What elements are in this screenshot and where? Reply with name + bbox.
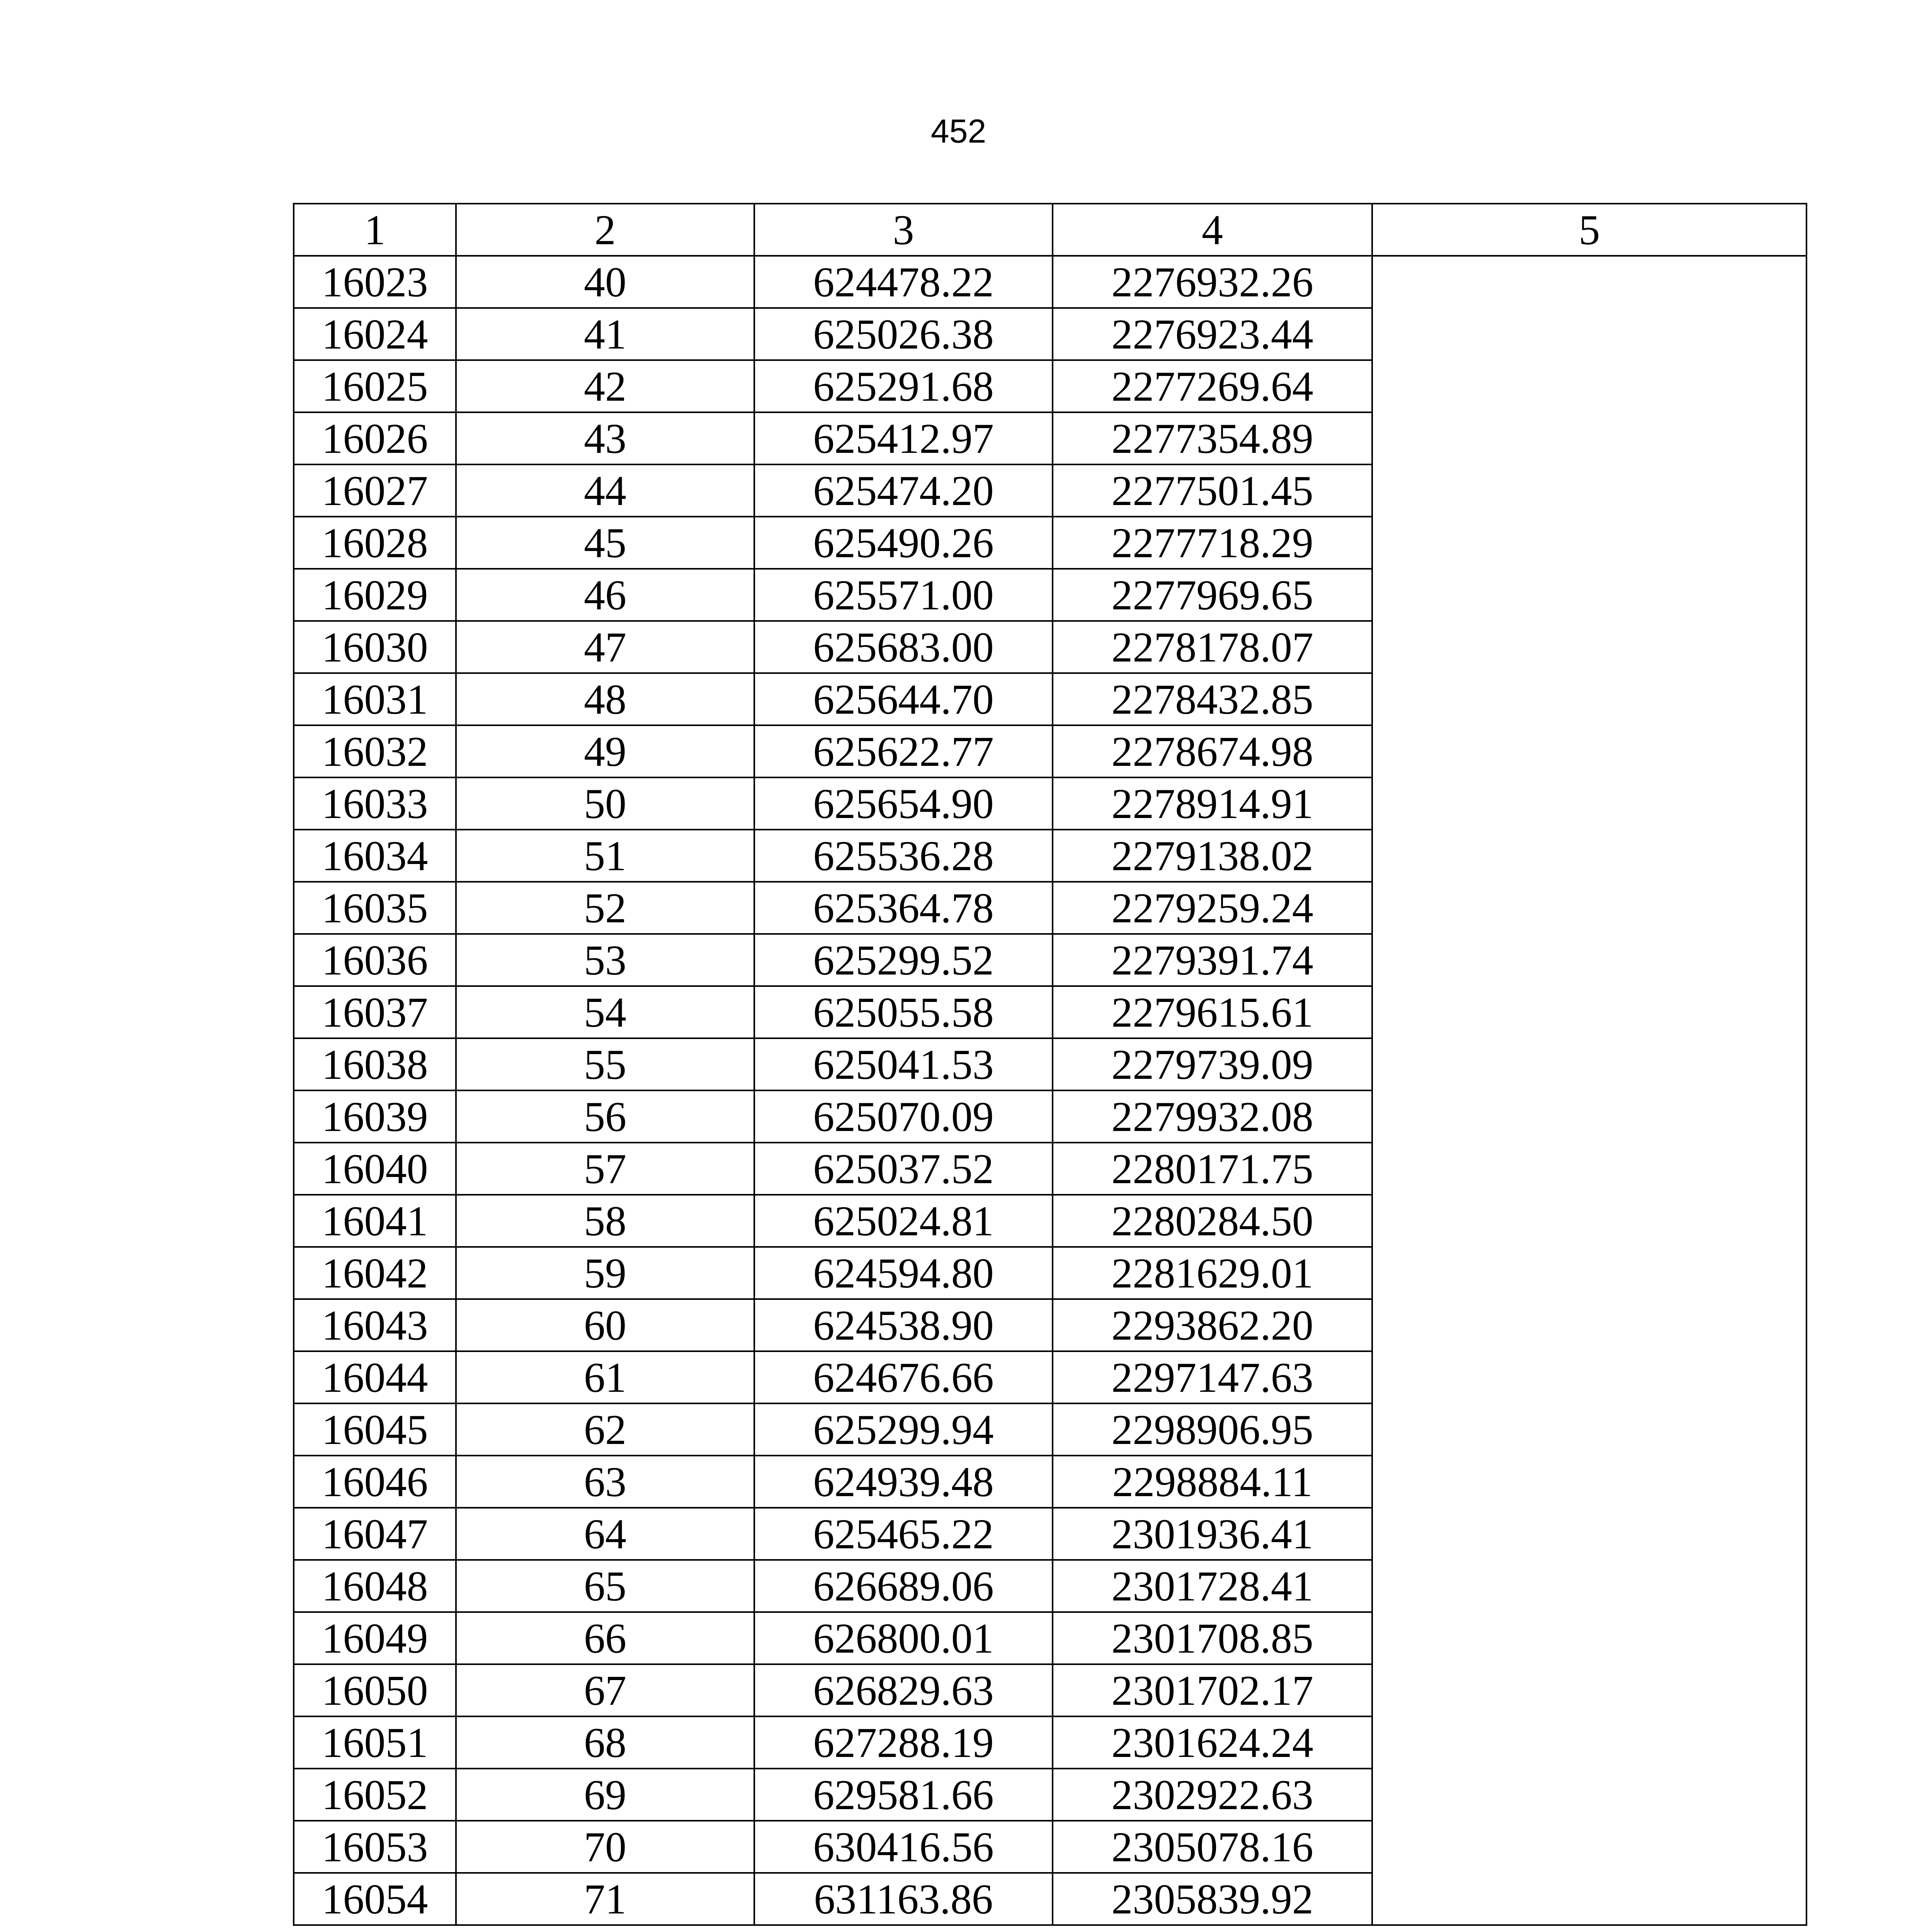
table-cell: 2298906.95 [1053,1403,1372,1456]
table-cell: 630416.56 [754,1821,1053,1873]
table-cell: 2276932.26 [1053,256,1372,308]
table-cell: 2279259.24 [1053,882,1372,934]
table-cell: 625622.77 [754,725,1053,777]
table-cell: 626689.06 [754,1560,1053,1612]
table-cell: 16027 [294,464,456,517]
table-cell: 46 [456,569,754,621]
table-cell: 16054 [294,1873,456,1925]
table-cell: 59 [456,1247,754,1299]
table-cell: 2305839.92 [1053,1873,1372,1925]
table-cell: 2302922.63 [1053,1769,1372,1821]
table-cell: 16026 [294,412,456,464]
column-number: 3 [754,204,1053,256]
table-cell: 16028 [294,517,456,569]
table-cell: 47 [456,621,754,673]
table-cell: 52 [456,882,754,934]
table-cell: 2277969.65 [1053,569,1372,621]
table-cell: 16032 [294,725,456,777]
table-cell: 2278178.07 [1053,621,1372,673]
table-cell: 2279391.74 [1053,934,1372,986]
table-cell: 624594.80 [754,1247,1053,1299]
table-cell: 53 [456,934,754,986]
table-cell: 51 [456,830,754,882]
note-cell-empty [1372,256,1806,1925]
table-cell: 16034 [294,830,456,882]
table-row [294,256,1806,308]
table-cell: 16052 [294,1769,456,1821]
table-cell: 16024 [294,308,456,360]
table-cell: 625299.94 [754,1403,1053,1456]
table-cell: 16040 [294,1143,456,1195]
table-cell: 625299.52 [754,934,1053,986]
table-cell: 66 [456,1612,754,1664]
table-cell: 16023 [294,256,456,308]
table-cell: 65 [456,1560,754,1612]
table-cell: 624478.22 [754,256,1053,308]
table-cell: 16049 [294,1612,456,1664]
table-cell: 2281629.01 [1053,1247,1372,1299]
coordinates-table-1 [293,203,1807,1926]
table-cell: 631163.86 [754,1873,1053,1925]
table-cell: 2293862.20 [1053,1299,1372,1351]
table-cell: 2280284.50 [1053,1195,1372,1247]
table-cell: 71 [456,1873,754,1925]
table-cell: 2301708.85 [1053,1612,1372,1664]
table-cell: 63 [456,1456,754,1508]
table-cell: 70 [456,1821,754,1873]
table-cell: 2277269.64 [1053,360,1372,412]
table-cell: 625026.38 [754,308,1053,360]
table-cell: 2279138.02 [1053,830,1372,882]
table-cell: 625364.78 [754,882,1053,934]
table-cell: 625490.26 [754,517,1053,569]
table-cell: 16035 [294,882,456,934]
table-cell: 2277718.29 [1053,517,1372,569]
table-cell: 60 [456,1299,754,1351]
table-cell: 40 [456,256,754,308]
column-number: 2 [456,204,754,256]
table-cell: 67 [456,1664,754,1716]
table-cell: 625654.90 [754,777,1053,830]
table-cell: 625536.28 [754,830,1053,882]
table-cell: 2279615.61 [1053,986,1372,1038]
table-cell: 64 [456,1508,754,1560]
table-cell: 54 [456,986,754,1038]
table-cell: 16043 [294,1299,456,1351]
table-cell: 2278674.98 [1053,725,1372,777]
table-cell: 69 [456,1769,754,1821]
table-cell: 16045 [294,1403,456,1456]
table-cell: 16037 [294,986,456,1038]
column-number: 1 [294,204,456,256]
table-cell: 2278432.85 [1053,673,1372,725]
table-cell: 625024.81 [754,1195,1053,1247]
table-cell: 44 [456,464,754,517]
table-cell: 2277501.45 [1053,464,1372,517]
table-cell: 2298884.11 [1053,1456,1372,1508]
table-cell: 625474.20 [754,464,1053,517]
table-cell: 62 [456,1403,754,1456]
table-cell: 16048 [294,1560,456,1612]
table-cell: 57 [456,1143,754,1195]
table-cell: 16046 [294,1456,456,1508]
table-cell: 58 [456,1195,754,1247]
table-cell: 16047 [294,1508,456,1560]
table-cell: 61 [456,1351,754,1403]
table-cell: 625055.58 [754,986,1053,1038]
table-cell: 625465.22 [754,1508,1053,1560]
table-cell: 2301936.41 [1053,1508,1372,1560]
table-cell: 625037.52 [754,1143,1053,1195]
table-cell: 42 [456,360,754,412]
table-cell: 55 [456,1038,754,1090]
table-cell: 43 [456,412,754,464]
table-cell: 626800.01 [754,1612,1053,1664]
table-cell: 16050 [294,1664,456,1716]
column-number: 4 [1053,204,1372,256]
table-cell: 625412.97 [754,412,1053,464]
column-number: 5 [1372,204,1806,256]
table-cell: 2297147.63 [1053,1351,1372,1403]
table-cell: 16036 [294,934,456,986]
table-cell: 49 [456,725,754,777]
table-cell: 16039 [294,1090,456,1143]
table-cell: 16029 [294,569,456,621]
table-cell: 624538.90 [754,1299,1053,1351]
table-cell: 2276923.44 [1053,308,1372,360]
table-cell: 50 [456,777,754,830]
table-cell: 2279932.08 [1053,1090,1372,1143]
table-cell: 16042 [294,1247,456,1299]
page-number: 452 [930,113,987,150]
table-cell: 2278914.91 [1053,777,1372,830]
table-cell: 627288.19 [754,1716,1053,1769]
table-cell: 16030 [294,621,456,673]
table-cell: 2305078.16 [1053,1821,1372,1873]
table-cell: 2280171.75 [1053,1143,1372,1195]
table-cell: 48 [456,673,754,725]
table-cell: 16041 [294,1195,456,1247]
table-cell: 16053 [294,1821,456,1873]
table-cell: 625571.00 [754,569,1053,621]
table-cell: 629581.66 [754,1769,1053,1821]
table-cell: 625644.70 [754,673,1053,725]
table-cell: 16031 [294,673,456,725]
table-cell: 16044 [294,1351,456,1403]
table-cell: 16038 [294,1038,456,1090]
table-cell: 624939.48 [754,1456,1053,1508]
table-cell: 2301624.24 [1053,1716,1372,1769]
table-cell: 56 [456,1090,754,1143]
table-cell: 41 [456,308,754,360]
table-cell: 2279739.09 [1053,1038,1372,1090]
table-cell: 16033 [294,777,456,830]
table-cell: 68 [456,1716,754,1769]
table-cell: 2301728.41 [1053,1560,1372,1612]
table-cell: 45 [456,517,754,569]
table-cell: 625291.68 [754,360,1053,412]
table-cell: 625041.53 [754,1038,1053,1090]
table-cell: 2301702.17 [1053,1664,1372,1716]
table-cell: 2277354.89 [1053,412,1372,464]
table-cell: 625683.00 [754,621,1053,673]
table-cell: 16025 [294,360,456,412]
table-cell: 625070.09 [754,1090,1053,1143]
table-cell: 624676.66 [754,1351,1053,1403]
table-cell: 626829.63 [754,1664,1053,1716]
table-cell: 16051 [294,1716,456,1769]
